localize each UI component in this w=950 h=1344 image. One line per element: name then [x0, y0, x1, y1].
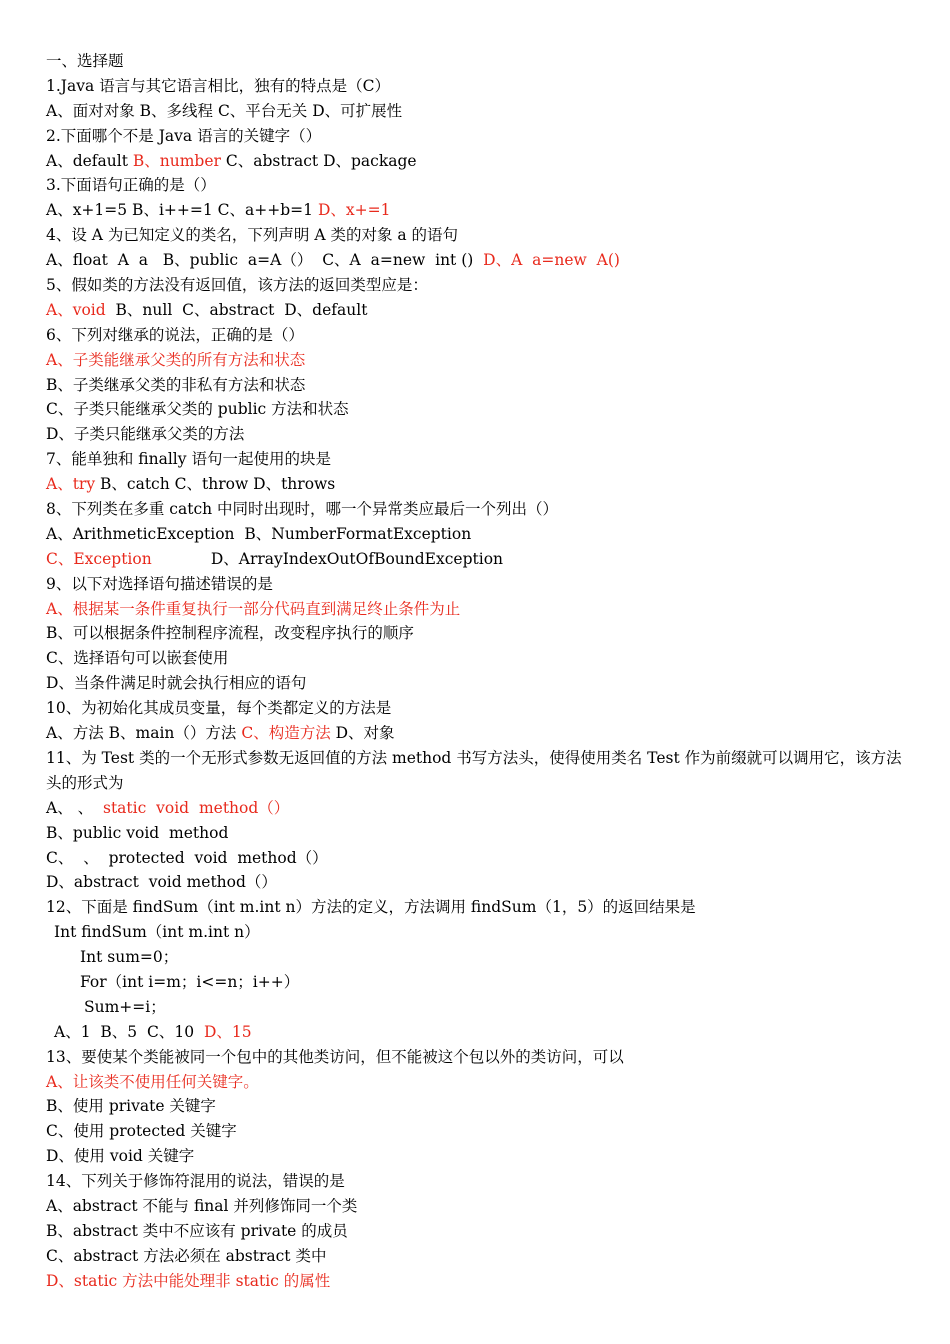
text-line [46, 422, 916, 447]
text-line [46, 995, 916, 1020]
text-line [46, 920, 916, 945]
text-line [46, 821, 916, 846]
text-line [46, 223, 916, 248]
text-line [46, 671, 916, 696]
line-text: 7、能单独和 finally 语句一起使用的块是 [46, 450, 331, 469]
text-line [46, 248, 916, 273]
text-line [46, 173, 916, 198]
line-text: A、面对对象 B、多线程 C、平台无关 D、可扩展性 [46, 101, 403, 120]
text-line [46, 373, 916, 398]
text-line [46, 149, 916, 174]
text-line [46, 49, 916, 74]
text-line [46, 472, 916, 497]
line-text: B、使用 private 关键字 [46, 1097, 216, 1116]
line-text: A、x+1=5 B、i++=1 C、a++b=1 [46, 201, 318, 220]
text-line [46, 895, 916, 920]
text-line [46, 1219, 916, 1244]
line-text: 14、下列关于修饰符混用的说法，错误的是 [46, 1172, 345, 1191]
text-line [46, 397, 916, 422]
text-line [46, 522, 916, 547]
line-text: 9、以下对选择语句描述错误的是 [46, 574, 273, 593]
text-line [46, 1144, 916, 1169]
text-line [46, 1119, 916, 1144]
text-line [46, 1045, 916, 1070]
text-line [46, 99, 916, 124]
line-text: 1.Java 语言与其它语言相比，独有的特点是（C） [46, 76, 391, 95]
line-text: 一、选择题 [46, 52, 124, 70]
line-text: C、 、 protected void method（） [46, 848, 328, 867]
answer-highlight: D、x+=1 [317, 201, 391, 220]
text-line [46, 846, 916, 871]
text-line [46, 1244, 916, 1269]
answer-highlight: D、static 方法中能处理非 static 的属性 [46, 1271, 331, 1290]
line-text: C、abstract D、package [225, 151, 417, 170]
line-text: D、子类只能继承父类的方法 [46, 425, 245, 444]
line-text: A、 、 [46, 798, 103, 817]
line-text: A、ArithmeticException B、NumberFormatException [46, 524, 472, 543]
answer-highlight: B、number [132, 151, 226, 170]
line-text: D、当条件满足时就会执行相应的语句 [46, 674, 307, 693]
line-text: C、abstract 方法必须在 abstract 类中 [46, 1246, 327, 1265]
text-line [46, 721, 916, 746]
text-line [46, 74, 916, 99]
line-text: 12、下面是 findSum（int m.int n）方法的定义，方法调用 findSum（1，5）的返回结果是 [46, 898, 696, 917]
line-text: D、abstract void method（） [46, 873, 277, 892]
text-line [46, 447, 916, 472]
line-text: C、使用 protected 关键字 [46, 1122, 237, 1141]
text-line [46, 1269, 916, 1294]
line-text: B、catch C、throw D、throws [100, 475, 336, 494]
answer-highlight: A、让该类不使用任何关键字。 [46, 1072, 259, 1091]
line-text: 10、为初始化其成员变量，每个类都定义的方法是 [46, 699, 392, 718]
line-text: 2.下面哪个不是 Java 语言的关键字（） [46, 126, 322, 145]
line-text: B、可以根据条件控制程序流程，改变程序执行的顺序 [46, 624, 414, 643]
line-text: A、方法 B、main（）方法 [46, 724, 242, 743]
text-line [46, 1194, 916, 1219]
line-text: 4、设 A 为已知定义的类名，下列声明 A 类的对象 a 的语句 [46, 226, 459, 245]
line-text: 5、假如类的方法没有返回值，该方法的返回类型应是： [46, 276, 428, 295]
line-text: A、1 B、5 C、10 [54, 1022, 204, 1041]
answer-highlight: A、根据某一条件重复执行一部分代码直到满足终止条件为止 [46, 599, 461, 618]
line-text: 6、下列对继承的说法，正确的是（） [46, 325, 304, 344]
text-line [46, 597, 916, 622]
line-text: 8、下列类在多重 catch 中同时出现时，哪一个异常类应最后一个列出（） [46, 500, 559, 519]
line-text: D、ArrayIndexOutOfBoundException [210, 549, 504, 568]
text-line [46, 323, 916, 348]
answer-highlight: static void method（） [102, 798, 290, 817]
line-text: D、对象 [335, 724, 395, 743]
text-line [46, 746, 916, 796]
text-line [46, 970, 916, 995]
text-line [46, 572, 916, 597]
line-text: 11、为 Test 类的一个无形式参数无返回值的方法 method 书写方法头，使得使用类名 Test 作为前缀就可以调用它，该方法头的形式为 [46, 748, 902, 792]
line-text: C、选择语句可以嵌套使用 [46, 649, 229, 668]
line-text: B、null C、abstract D、default [115, 300, 368, 319]
line-text: Int sum=0； [80, 948, 179, 967]
text-line [46, 124, 916, 149]
answer-highlight: A、子类能继承父类的所有方法和状态 [46, 350, 306, 369]
line-text: Int findSum（int m.int n） [54, 923, 260, 942]
line-text: For（int i=m；i<=n；i++） [80, 972, 300, 991]
text-line [46, 796, 916, 821]
text-line [46, 497, 916, 522]
text-line [46, 1070, 916, 1095]
line-text: 13、要使某个类能被同一个包中的其他类访问，但不能被这个包以外的类访问，可以 [46, 1047, 624, 1066]
answer-highlight: D、15 [203, 1022, 252, 1041]
text-line [46, 273, 916, 298]
text-line [46, 621, 916, 646]
line-text: B、abstract 类中不应该有 private 的成员 [46, 1221, 348, 1240]
answer-highlight: C、构造方法 [241, 724, 336, 743]
line-text: A、abstract 不能与 final 并列修饰同一个类 [46, 1197, 358, 1215]
line-text: Sum+=i； [84, 997, 166, 1016]
line-text: B、子类继承父类的非私有方法和状态 [46, 375, 306, 394]
answer-highlight: A、try [46, 475, 101, 494]
answer-highlight: C、Exception [46, 549, 211, 568]
text-line [46, 1020, 916, 1045]
answer-highlight: A、void [46, 300, 116, 319]
line-text: D、使用 void 关键字 [46, 1147, 195, 1166]
line-text: A、default [46, 151, 133, 170]
text-line [46, 646, 916, 671]
line-text: 3.下面语句正确的是（） [46, 176, 216, 195]
text-line [46, 348, 916, 373]
text-line [46, 1169, 916, 1194]
text-line [46, 298, 916, 323]
text-line [46, 945, 916, 970]
line-text: A、float A a B、public a=A（） C、A a=new int () [46, 251, 484, 270]
text-line [46, 547, 916, 572]
text-line [46, 1094, 916, 1119]
text-line [46, 696, 916, 721]
answer-highlight: D、A a=new A() [483, 251, 620, 270]
text-line [46, 198, 916, 223]
document-page [46, 49, 916, 1294]
text-line [46, 870, 916, 895]
line-text: B、public void method [46, 823, 229, 842]
line-text: C、子类只能继承父类的 public 方法和状态 [46, 400, 349, 419]
